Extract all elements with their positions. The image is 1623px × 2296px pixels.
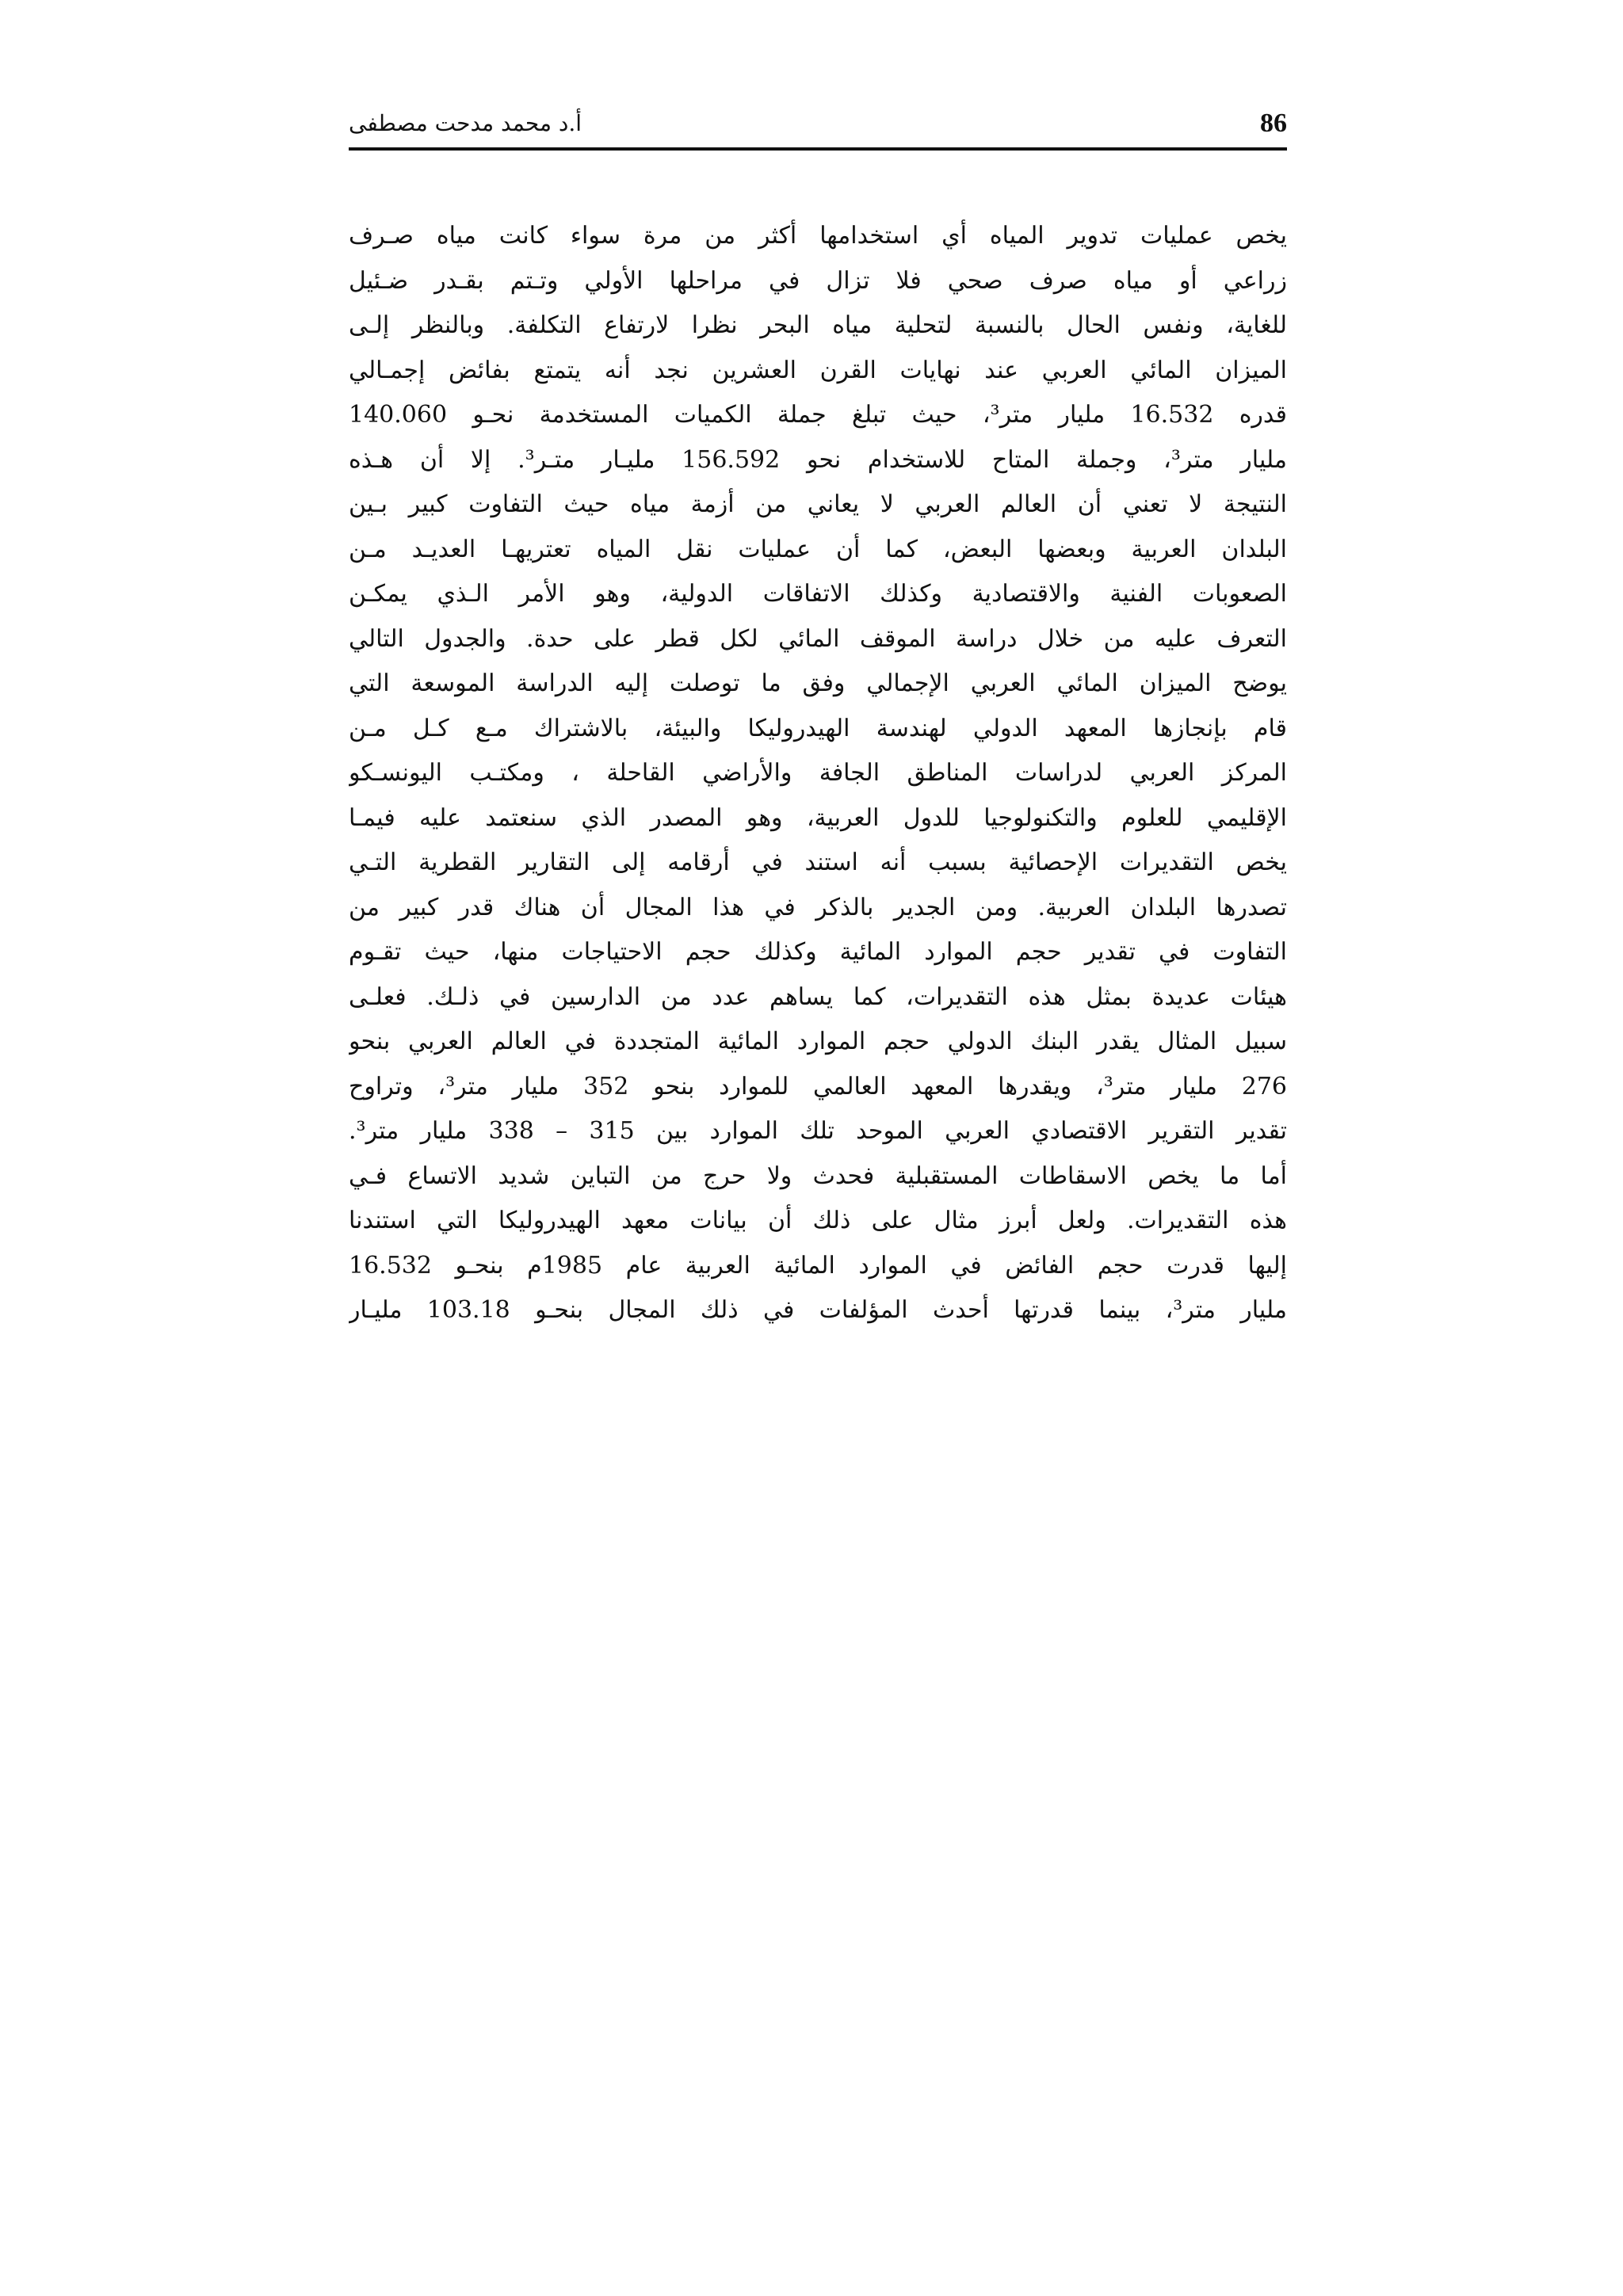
text-line: يخص عمليات تدوير المياه أي استخدامها أكثر من مرة سواء كانت مياه صـرف xyxy=(349,222,1287,250)
text-line: إليها قدرت حجم الفائض في الموارد المائية العربية عام 1985م بنحـو 16.532 xyxy=(349,1251,1287,1280)
text-line: تصدرها البلدان العربية. ومن الجدير بالذكر في هذا المجال أن هناك قدر كبير من xyxy=(349,893,1287,921)
text-line: قدره 16.532 مليار متر³، حيث تبلغ جملة الكميات المستخدمة نحـو 140.060 xyxy=(349,401,1287,429)
text-line: الصعوبات الفنية والاقتصادية وكذلك الاتفاقات الدولية، وهو الأمر الـذي يمكـن xyxy=(349,580,1287,608)
text-line: سبيل المثال يقدر البنك الدولي حجم الموارد المائية المتجددة في العالم العربي بنحو xyxy=(349,1028,1287,1055)
text-line: مليار متر³، وجملة المتاح للاستخدام نحو 156.592 مليـار متـر³. إلا أن هـذه xyxy=(349,445,1287,474)
text-line: قام بإنجازها المعهد الدولي لهندسة الهيدروليكا والبيئة، بالاشتراك مـع كـل مـن xyxy=(349,714,1287,742)
text-line: هذه التقديرات. ولعل أبرز مثال على ذلك أن بيانات معهد الهيدروليكا التي استندنا xyxy=(349,1207,1287,1234)
text-line: النتيجة لا تعني أن العالم العربي لا يعاني من أزمة مياه حيث التفاوت كبير بـين xyxy=(349,490,1287,518)
body-paragraph xyxy=(349,214,1287,1333)
page-header xyxy=(349,101,1287,146)
text-line: يخص التقديرات الإحصائية بسبب أنه استند في أرقامه إلى التقارير القطرية التـي xyxy=(349,849,1287,876)
text-line: يوضح الميزان المائي العربي الإجمالي وفق ما توصلت إليه الدراسة الموسعة التي xyxy=(349,669,1287,697)
text-line: هيئات عديدة بمثل هذه التقديرات، كما يساهم عدد من الدارسين في ذلـك. فعلـى xyxy=(349,982,1287,1011)
text-line: الميزان المائي العربي عند نهايات القرن العشرين نجد أنه يتمتع بفائض إجمـالي xyxy=(349,356,1287,384)
text-line: البلدان العربية وبعضها البعض، كما أن عمليات نقل المياه تعتريهـا العديـد مـن xyxy=(349,535,1287,563)
text-line: الإقليمي للعلوم والتكنولوجيا للدول العربية، وهو المصدر الذي سنعتمد عليه فيمـا xyxy=(349,803,1287,832)
text-line: مليار متر³، بينما قدرتها أحدث المؤلفات في ذلك المجال بنحـو 103.18 مليـار xyxy=(349,1296,1287,1324)
text-line: التعرف عليه من خلال دراسة الموقف المائي لكل قطر على حدة. والجدول التالي xyxy=(349,624,1287,653)
text-line: المركز العربي لدراسات المناطق الجافة والأراضي القاحلة ، ومكتـب اليونسـكو xyxy=(349,759,1287,787)
header-rule xyxy=(349,147,1287,151)
text-line: التفاوت في تقدير حجم الموارد المائية وكذلك حجم الاحتياجات منها، حيث تقـوم xyxy=(349,938,1287,966)
text-line: تقدير التقرير الاقتصادي العربي الموحد تلك الموارد بين 315 – 338 مليار متر³. xyxy=(349,1117,1287,1145)
text-line: 276 مليار متر³، ويقدرها المعهد العالمي للموارد بنحو 352 مليار متر³، وتراوح xyxy=(349,1072,1287,1100)
text-line: للغاية، ونفس الحال بالنسبة لتحلية مياه البحر نظرا لارتفاع التكلفة. وبالنظر إلـى xyxy=(349,311,1287,339)
page-number: 86 xyxy=(1260,109,1287,138)
text-line: زراعي أو مياه صرف صحي فلا تزال في مراحلها الأولي وتـتم بقـدر ضـئيل xyxy=(349,266,1287,295)
running-head-author: أ.د محمد مدحت مصطفى xyxy=(349,110,582,136)
text-line: أما ما يخص الاسقاطات المستقبلية فحدث ولا حرج من التباين شديد الاتساع فـي xyxy=(349,1161,1287,1190)
